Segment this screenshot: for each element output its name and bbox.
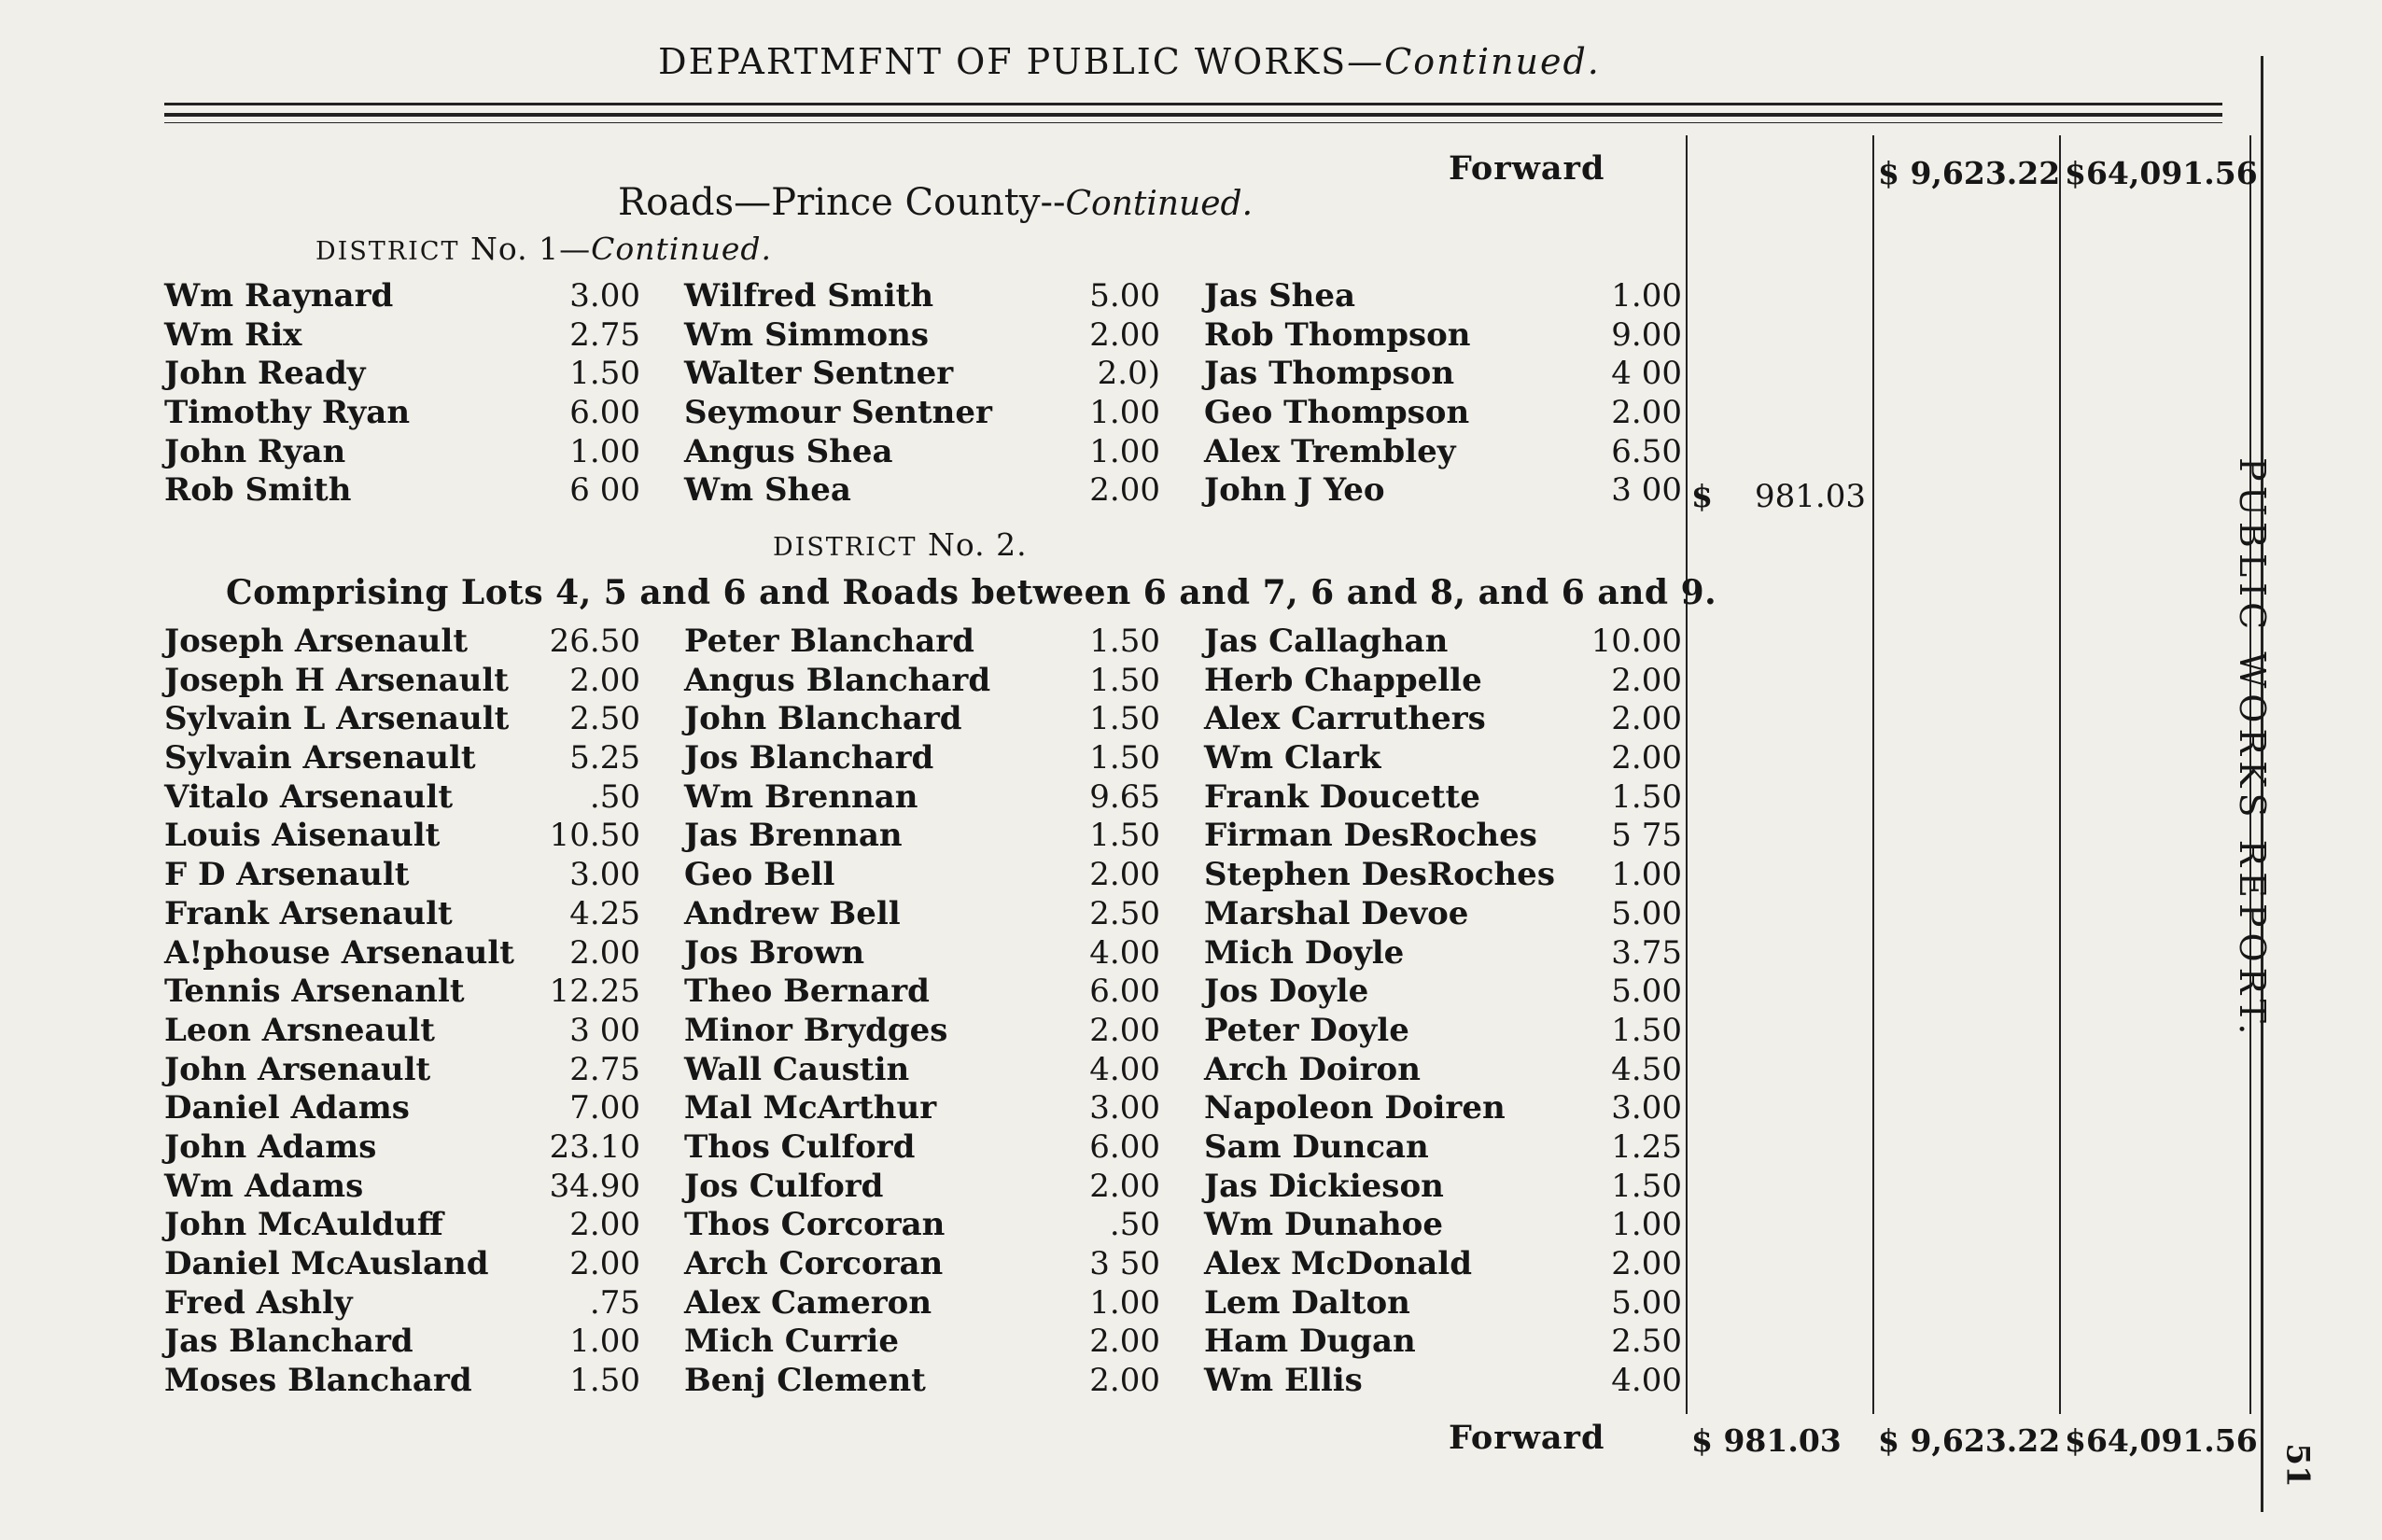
list-item: Louis Aisenault 10.50 bbox=[164, 817, 640, 855]
header-rule-bottom bbox=[164, 113, 2222, 117]
list-item: Thos Corcoran .50 bbox=[684, 1206, 1160, 1244]
list-item: Angus Shea 1.00 bbox=[684, 432, 1160, 470]
list-item: Alex Carruthers 2.00 bbox=[1204, 700, 1682, 738]
list-item: Moses Blanchard 1.50 bbox=[164, 1362, 640, 1400]
list-item: Geo Bell 2.00 bbox=[684, 856, 1160, 894]
list-item: John Adams 23.10 bbox=[164, 1127, 640, 1166]
list-item: Lem Dalton 5.00 bbox=[1204, 1283, 1682, 1322]
list-item: Wilfred Smith 5.00 bbox=[684, 277, 1160, 315]
list-item: Wall Caustin 4.00 bbox=[684, 1050, 1160, 1088]
list-item: Wm Dunahoe 1.00 bbox=[1204, 1206, 1682, 1244]
list-item: Firman DesRoches 5 75 bbox=[1204, 817, 1682, 855]
section-title bbox=[618, 181, 1253, 224]
list-item: Walter Sentner 2.0) bbox=[684, 355, 1160, 393]
list-item: Ham Dugan 2.50 bbox=[1204, 1323, 1682, 1361]
list-item: Andrew Bell 2.50 bbox=[684, 894, 1160, 932]
list-item: Arch Corcoran 3 50 bbox=[684, 1245, 1160, 1282]
forward-bottom-col3: $64,091.56 bbox=[2065, 1422, 2258, 1459]
district-2-comprising: Comprising Lots 4, 5 and 6 and Roads between 6 and 7, 6 and 8, and 6 and 9. bbox=[226, 573, 1717, 612]
district-1-col1 bbox=[164, 277, 640, 511]
list-item: Thos Culford 6.00 bbox=[684, 1127, 1160, 1166]
list-item: Rob Thompson 9.00 bbox=[1204, 315, 1682, 354]
header-rule-thin bbox=[164, 122, 2222, 123]
list-item: Leon Arsneault 3 00 bbox=[164, 1011, 640, 1049]
list-item: Jas Shea 1.00 bbox=[1204, 277, 1682, 315]
list-item: Wm Brennan 9.65 bbox=[684, 777, 1160, 816]
list-item: Jas Thompson 4 00 bbox=[1204, 355, 1682, 393]
forward-top-col3: $64,091.56 bbox=[2065, 155, 2258, 191]
list-item: Tennis Arsenanlt 12.25 bbox=[164, 973, 640, 1011]
list-item: Sylvain L Arsenault 2.50 bbox=[164, 700, 640, 738]
district-1-col3 bbox=[1204, 277, 1682, 511]
list-item: John Ready 1.50 bbox=[164, 355, 640, 393]
page-header bbox=[0, 41, 2259, 82]
list-item: Timothy Ryan 6.00 bbox=[164, 394, 640, 432]
district-1-total-dollar: $ bbox=[1691, 478, 1713, 514]
col-rule-3 bbox=[2059, 135, 2061, 1414]
list-item: Geo Thompson 2.00 bbox=[1204, 394, 1682, 432]
section-title-continued: Continued. bbox=[1065, 185, 1254, 223]
section-title-text: Roads—Prince County-- bbox=[618, 181, 1066, 224]
list-item: Minor Brydges 2.00 bbox=[684, 1011, 1160, 1049]
district-1-continued: Continued. bbox=[591, 231, 772, 267]
list-item: John J Yeo 3 00 bbox=[1204, 471, 1682, 510]
district-1-prefix: DISTRICT bbox=[315, 237, 460, 266]
forward-top-col2: $ 9,623.22 bbox=[1878, 155, 2061, 191]
list-item: Mal McArthur 3.00 bbox=[684, 1089, 1160, 1127]
list-item: Wm Rix 2.75 bbox=[164, 315, 640, 354]
list-item: Wm Shea 2.00 bbox=[684, 471, 1160, 510]
list-item: Stephen DesRoches 1.00 bbox=[1204, 856, 1682, 894]
header-continued: —Continued. bbox=[1347, 41, 1601, 82]
district-2-heading bbox=[773, 526, 1028, 563]
list-item: Daniel McAusland 2.00 bbox=[164, 1245, 640, 1282]
list-item: John Arsenault 2.75 bbox=[164, 1050, 640, 1088]
col-rule-2 bbox=[1872, 135, 1874, 1414]
forward-bottom-col2: $ 9,623.22 bbox=[1878, 1422, 2061, 1459]
header-title: DEPARTMFNT OF PUBLIC WORKS bbox=[658, 41, 1348, 82]
district-2-col2 bbox=[684, 623, 1160, 1401]
forward-top-label: Forward bbox=[1449, 149, 1605, 188]
list-item: Frank Arsenault 4.25 bbox=[164, 894, 640, 932]
list-item: Frank Doucette 1.50 bbox=[1204, 777, 1682, 816]
list-item: John McAulduff 2.00 bbox=[164, 1206, 640, 1244]
list-item: A!phouse Arsenault 2.00 bbox=[164, 933, 640, 972]
list-item: Sam Duncan 1.25 bbox=[1204, 1127, 1682, 1166]
list-item: Wm Clark 2.00 bbox=[1204, 739, 1682, 777]
list-item: Daniel Adams 7.00 bbox=[164, 1089, 640, 1127]
list-item: Rob Smith 6 00 bbox=[164, 471, 640, 510]
col-rule-1 bbox=[1686, 135, 1688, 1414]
list-item: Sylvain Arsenault 5.25 bbox=[164, 739, 640, 777]
list-item: Mich Doyle 3.75 bbox=[1204, 933, 1682, 972]
list-item: Jos Blanchard 1.50 bbox=[684, 739, 1160, 777]
list-item: Benj Clement 2.00 bbox=[684, 1362, 1160, 1400]
list-item: Alex McDonald 2.00 bbox=[1204, 1245, 1682, 1282]
list-item: Jas Callaghan 10.00 bbox=[1204, 623, 1682, 660]
list-item: Wm Simmons 2.00 bbox=[684, 315, 1160, 354]
list-item: Wm Adams 34.90 bbox=[164, 1167, 640, 1205]
list-item: Jos Doyle 5.00 bbox=[1204, 973, 1682, 1011]
district-2-prefix: DISTRICT bbox=[773, 533, 918, 562]
list-item: Angus Blanchard 1.50 bbox=[684, 661, 1160, 699]
list-item: Wm Ellis 4.00 bbox=[1204, 1362, 1682, 1400]
list-item: Theo Bernard 6.00 bbox=[684, 973, 1160, 1011]
list-item: Seymour Sentner 1.00 bbox=[684, 394, 1160, 432]
list-item: John Ryan 1.00 bbox=[164, 432, 640, 470]
list-item: Jas Blanchard 1.00 bbox=[164, 1323, 640, 1361]
side-title: PUBLIC WORKS REPORT. bbox=[2232, 457, 2273, 1041]
forward-bottom-label: Forward bbox=[1449, 1419, 1605, 1457]
list-item: Alex Cameron 1.00 bbox=[684, 1283, 1160, 1322]
page-number: 51 bbox=[2278, 1443, 2317, 1488]
list-item: Marshal Devoe 5.00 bbox=[1204, 894, 1682, 932]
list-item: Jos Culford 2.00 bbox=[684, 1167, 1160, 1205]
list-item: Napoleon Doiren 3.00 bbox=[1204, 1089, 1682, 1127]
district-1-col2 bbox=[684, 277, 1160, 511]
list-item: Arch Doiron 4.50 bbox=[1204, 1050, 1682, 1088]
list-item: John Blanchard 1.50 bbox=[684, 700, 1160, 738]
list-item: Jos Brown 4.00 bbox=[684, 933, 1160, 972]
district-1-heading bbox=[315, 231, 772, 267]
district-2-col3 bbox=[1204, 623, 1682, 1401]
list-item: Peter Blanchard 1.50 bbox=[684, 623, 1160, 660]
district-2-col1 bbox=[164, 623, 640, 1401]
list-item: Alex Trembley 6.50 bbox=[1204, 432, 1682, 470]
district-1-total: 981.03 bbox=[1755, 478, 1866, 515]
list-item: Joseph H Arsenault 2.00 bbox=[164, 661, 640, 699]
list-item: Mich Currie 2.00 bbox=[684, 1323, 1160, 1361]
list-item: Jas Dickieson 1.50 bbox=[1204, 1167, 1682, 1205]
district-2-label: No. 2. bbox=[927, 526, 1028, 563]
list-item: Vitalo Arsenault .50 bbox=[164, 777, 640, 816]
district-1-label: No. 1— bbox=[469, 231, 592, 267]
list-item: Jas Brennan 1.50 bbox=[684, 817, 1160, 855]
list-item: Peter Doyle 1.50 bbox=[1204, 1011, 1682, 1049]
list-item: Fred Ashly .75 bbox=[164, 1283, 640, 1322]
list-item: Joseph Arsenault 26.50 bbox=[164, 623, 640, 660]
list-item: F D Arsenault 3.00 bbox=[164, 856, 640, 894]
list-item: Wm Raynard 3.00 bbox=[164, 277, 640, 315]
forward-bottom-col1: $ 981.03 bbox=[1691, 1422, 1842, 1459]
header-rule-top bbox=[164, 103, 2222, 105]
list-item: Herb Chappelle 2.00 bbox=[1204, 661, 1682, 699]
